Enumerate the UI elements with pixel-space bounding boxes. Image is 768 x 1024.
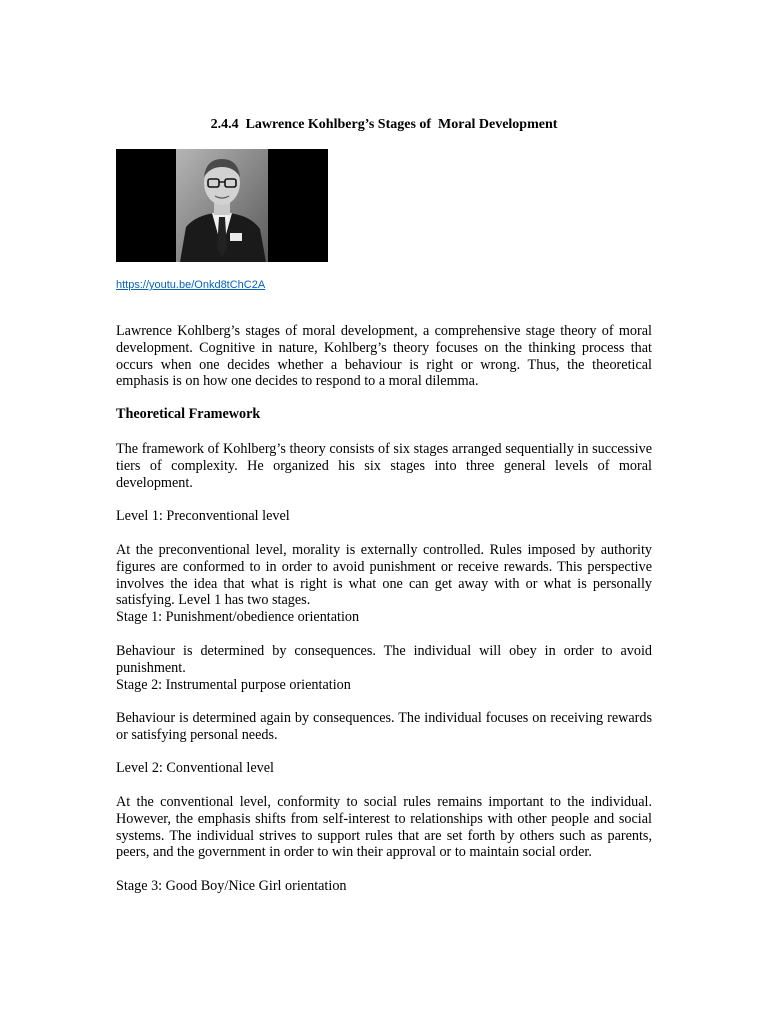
level2-title: Level 2: Conventional level — [116, 760, 274, 776]
video-link[interactable]: https://youtu.be/Onkd8tChC2A — [116, 279, 266, 291]
portrait-photo — [116, 149, 328, 262]
stage3-title: Stage 3: Good Boy/Nice Girl orientation — [116, 878, 347, 894]
level2-paragraph: At the conventional level, conformity to social rules remains important to the individual. However, the emphasis shifts from self-interest to relationships with other people and social systems. The individual strives to support rules that are set forth by others such as parents, peers, and the government in order to win their approval or to maintain social order. — [116, 794, 652, 861]
stage2-title: Stage 2: Instrumental purpose orientation — [116, 677, 351, 693]
level1-paragraph: At the preconventional level, morality is externally controlled. Rules imposed by authority figures are conformed to in order to avoid punishment or receive rewards. This perspective involves the idea that what is right is what one can get away with or what is personally satisfying. Level 1 has two stages. — [116, 542, 652, 609]
intro-paragraph: Lawrence Kohlberg’s stages of moral development, a comprehensive stage theory of moral development. Cognitive in nature, Kohlberg’s theory focuses on the thinking process that occurs when one decides whether a behaviour is right or wrong. Thus, the theoretical emphasis is on how one decides to respond to a moral dilemma. — [116, 323, 652, 390]
stage1-paragraph: Behaviour is determined by consequences. The individual will obey in order to avoid punishment. — [116, 643, 652, 676]
framework-title: Theoretical Framework — [116, 406, 261, 422]
stage1-title: Stage 1: Punishment/obedience orientation — [116, 609, 360, 625]
section-heading: 2.4.4 Lawrence Kohlberg’s Stages of Moral Development — [210, 117, 558, 132]
framework-paragraph: The framework of Kohlberg’s theory consists of six stages arranged sequentially in successive tiers of complexity. He organized his six stages into three general levels of moral development. — [116, 441, 652, 491]
level1-title: Level 1: Preconventional level — [116, 508, 290, 524]
portrait-photo-icon — [116, 149, 328, 262]
stage2-paragraph: Behaviour is determined again by consequences. The individual focuses on receiving rewards or satisfying personal needs. — [116, 710, 652, 743]
